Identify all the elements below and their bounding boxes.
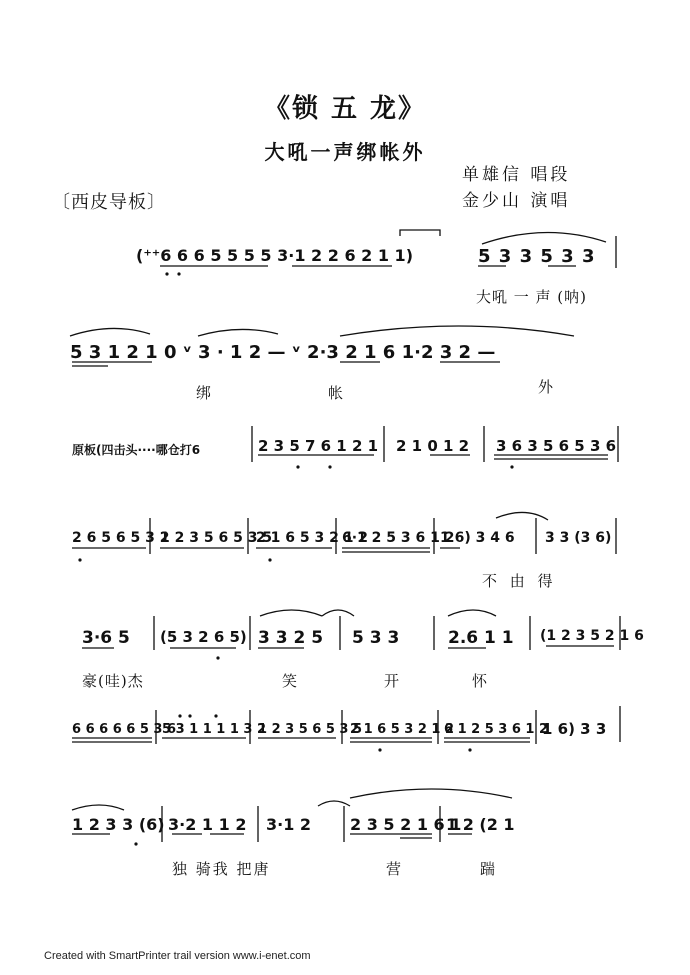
octave-dot	[296, 465, 299, 468]
intro-text: 原板(四击头····哪仓打6	[72, 443, 201, 457]
lyric-text: 开	[384, 672, 401, 690]
octave-dot	[268, 558, 271, 561]
lyric-text: 绑	[196, 384, 213, 402]
lyric-text: 怀	[472, 672, 489, 690]
octave-dot	[177, 272, 180, 275]
octave-dot	[178, 714, 181, 717]
octave-dot	[328, 465, 331, 468]
notation-segment: 1 2 3 5 6 5 3 5	[258, 722, 363, 737]
notation-segment: 6·1 2 5 3 6 1 2	[342, 530, 455, 546]
notation-segment: 3·2 1 1 2	[168, 815, 247, 834]
watermark-text: Created with SmartPrinter trail version www.i-enet.com	[44, 950, 311, 962]
lyric-text: 独 骑我 把唐	[172, 860, 271, 878]
credit-role: 单雄信 唱段	[462, 165, 571, 185]
notation-segment: 1 2 3 5 6 5 3 5	[160, 530, 273, 546]
notation-segment: 2 6 5 6 5 3 2	[72, 530, 170, 546]
lyric-text: 外	[538, 378, 555, 396]
notation-segment: 2 1 6 5 3 2 1 2	[350, 722, 455, 737]
mode-label: 〔西皮导板〕	[52, 192, 166, 213]
lyric-text: 笑	[282, 672, 299, 690]
slur-mark	[448, 610, 496, 616]
slur-mark	[198, 329, 278, 336]
slur-mark	[496, 512, 548, 520]
notation-segment: 3 3 2 5	[258, 628, 324, 648]
song-title: 《锁 五 龙》	[263, 94, 427, 124]
credit-singer: 金少山 演唱	[462, 191, 571, 211]
slur-mark	[72, 805, 124, 810]
slur-mark	[340, 326, 574, 336]
notation-segment: 2 3 5 2 1 6 1	[350, 815, 462, 834]
notation-segment: 2 1 0 1 2	[396, 437, 470, 455]
notation-segment: 6 6 6 6 6 5 3 6	[72, 722, 177, 737]
notation-segment: 1 2 3 3 (6)	[72, 815, 165, 834]
slur-mark	[70, 328, 150, 336]
octave-dot	[378, 748, 381, 751]
lyric-text: 大吼 一 声 (呐)	[476, 288, 588, 306]
notation-segment: 2 1 6 5 3 2 1 2	[256, 530, 369, 546]
octave-dot	[78, 558, 81, 561]
octave-dot	[216, 656, 219, 659]
notation-segment: (⁺⁺6 6 6 5 5 5 5 3·1 2 2 6 2 1 1)	[136, 246, 413, 265]
notation-segment: 5 3 3	[352, 628, 400, 648]
notation-segment: 3·1 2	[266, 815, 312, 834]
aria-title: 大吼一声绑帐外	[264, 140, 426, 164]
notation-segment: 3 6 3 5 6 5 3 6	[496, 437, 617, 455]
notation-segment: 5 3 3 5 3 3	[478, 246, 596, 267]
notation-segment: 2.6 1 1	[448, 628, 514, 648]
slur-mark	[322, 610, 354, 616]
notation-segment: 1 6) 3 3	[542, 720, 607, 738]
slur-mark	[318, 801, 350, 806]
notation-segment: 6 1 2 5 3 6 1 2	[444, 722, 549, 737]
lyric-text: 营	[386, 860, 403, 878]
lyric-text: 豪(哇)杰	[82, 672, 144, 690]
notation-segment: 1 2 (2 1	[446, 815, 515, 834]
lyric-text: 不 由 得	[482, 572, 557, 590]
slur-mark	[260, 610, 322, 616]
notation-segment: (1 2 3 5 2 1 6	[540, 628, 644, 644]
notation-segment: 2 3 5 7 6 1 2 1	[258, 437, 379, 455]
octave-dot	[468, 748, 471, 751]
octave-dot	[188, 714, 191, 717]
lyric-text: 帐	[328, 384, 345, 402]
octave-dot	[510, 465, 513, 468]
notation-segment: 3 3 (3 6)	[545, 530, 612, 546]
notation-segment: 5 3 1 2 1 0 ᵛ 3 · 1 2 — ᵛ 2·3 2 1 6 1·2 3 2 —	[70, 342, 496, 363]
notation-segment: 1 6) 3 4 6	[440, 530, 515, 546]
octave-dot	[214, 714, 217, 717]
notation-segment: 5 3 1 1 1 1 3 2	[162, 722, 267, 737]
slur-mark	[482, 232, 606, 244]
octave-dot	[134, 842, 137, 845]
octave-dot	[165, 272, 168, 275]
slur-mark	[350, 789, 512, 798]
lyric-text: 踹	[480, 860, 497, 878]
notation-segment: (5 3 2 6 5)	[160, 628, 247, 646]
slur-mark	[400, 230, 440, 236]
notation-segment: 3·6 5	[82, 628, 130, 648]
